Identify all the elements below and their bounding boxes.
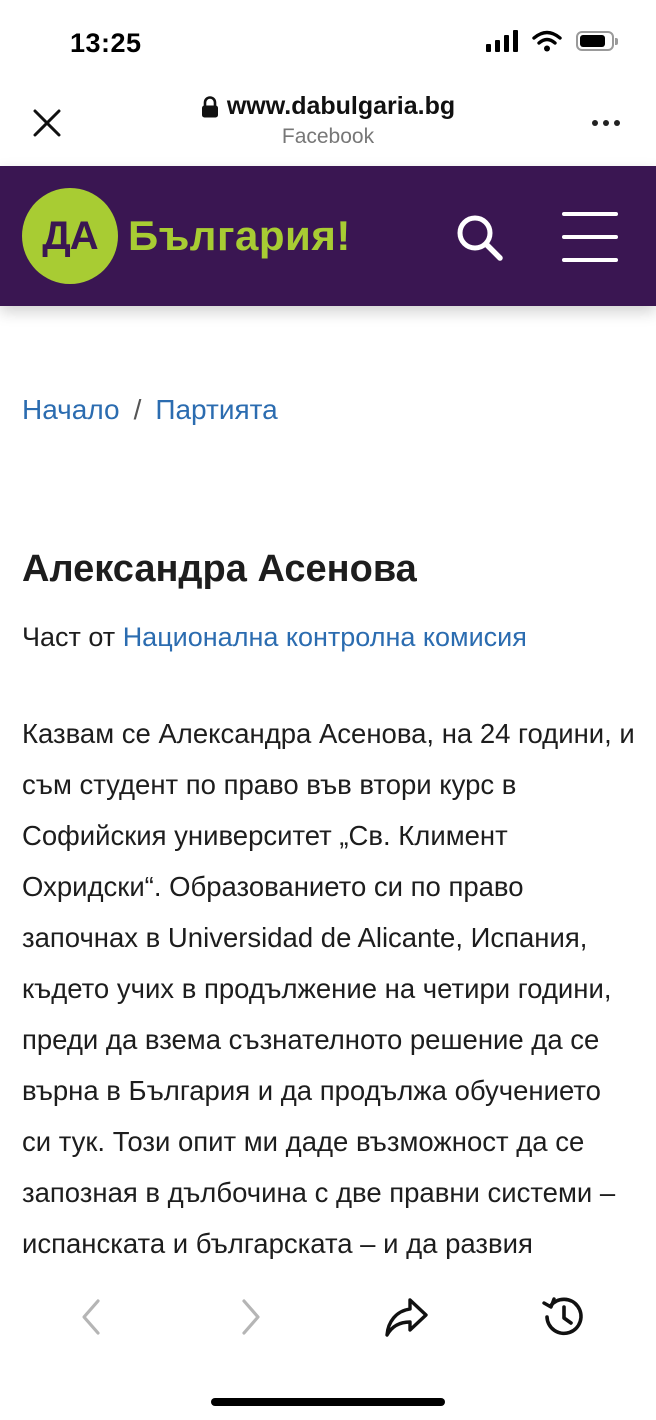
bio-text (22, 708, 638, 1268)
menu-icon (562, 212, 618, 216)
status-time: 13:25 (70, 28, 142, 58)
bio-line: започнах в Universidad de Alicante, Испания, (22, 922, 588, 953)
history-icon (541, 1294, 587, 1340)
more-button[interactable] (586, 108, 626, 138)
home-indicator[interactable] (211, 1398, 445, 1406)
bio-line: си тук. Този опит ми даде възможност да се (22, 1126, 585, 1157)
status-bar (0, 0, 656, 86)
bio-line: испанската и българската – и да развия (22, 1228, 533, 1259)
bio-line: Казвам се Александра Асенова, на 24 години, и (22, 718, 635, 749)
bio-line: съм студент по право във втори курс в (22, 769, 517, 800)
part-of-line (22, 622, 527, 653)
site-header (0, 166, 656, 306)
bio-line: върна в България и да продължа обучението (22, 1075, 601, 1106)
back-button[interactable] (66, 1292, 116, 1342)
browser-bar (0, 86, 656, 166)
back-icon (76, 1297, 106, 1337)
more-icon (592, 120, 598, 126)
history-button[interactable] (539, 1292, 589, 1342)
page-title: Александра Асенова (22, 548, 417, 590)
bio-line: преди да взема съзнателното решение да се (22, 1024, 600, 1055)
wifi-icon (532, 30, 562, 52)
share-button[interactable] (381, 1292, 431, 1342)
logo-text: България! (128, 212, 351, 259)
site-logo[interactable] (22, 188, 351, 284)
battery-icon (576, 31, 614, 51)
browser-toolbar (0, 1262, 656, 1420)
search-button[interactable] (452, 210, 508, 266)
address-bar[interactable] (0, 92, 656, 149)
logo-badge: ДА (22, 188, 118, 284)
breadcrumb (22, 394, 278, 426)
commission-link[interactable]: Национална контролна комисия (122, 622, 527, 652)
breadcrumb-separator: / (133, 394, 142, 425)
forward-icon (236, 1297, 266, 1337)
part-of-prefix: Част от (22, 622, 116, 652)
breadcrumb-party[interactable]: Партията (155, 394, 278, 425)
lock-icon (201, 96, 219, 118)
share-icon (383, 1295, 429, 1339)
url-text: www.dabulgaria.bg (226, 92, 456, 120)
bio-line: Софийския университет „Св. Климент (22, 820, 508, 851)
url-source: Facebook (281, 124, 375, 148)
cellular-signal-icon (486, 30, 518, 52)
search-icon (452, 210, 508, 266)
breadcrumb-home[interactable]: Начало (22, 394, 120, 425)
bio-line: запозная в дълбочина с две правни системи – (22, 1177, 616, 1208)
bio-line: Охридски“. Образованието си по право (22, 871, 524, 902)
status-icons (486, 30, 614, 52)
forward-button[interactable] (226, 1292, 276, 1342)
menu-button[interactable] (562, 212, 618, 262)
battery-level (580, 35, 605, 47)
bio-line: където учих в продължение на четири години, (22, 973, 612, 1004)
